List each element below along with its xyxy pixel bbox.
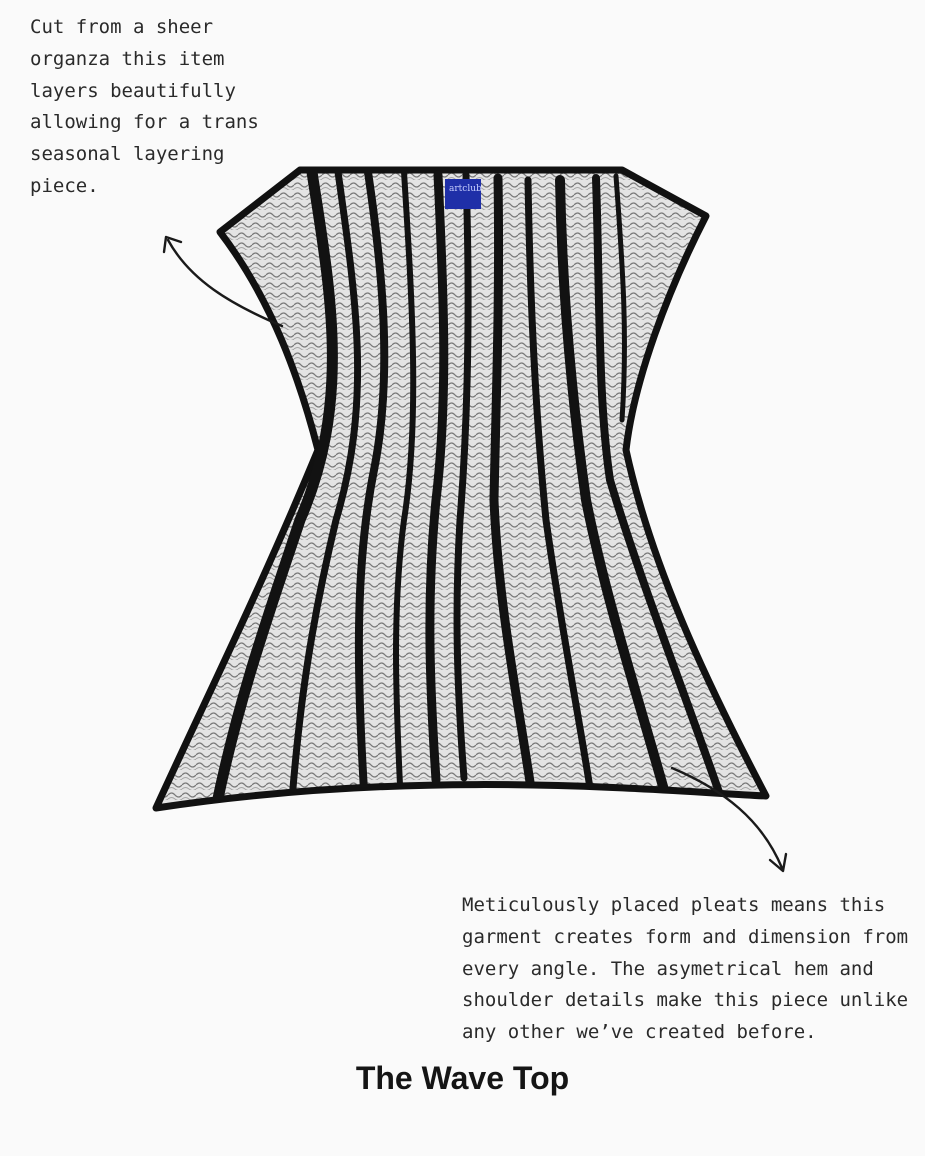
pleat-description-note: Meticulously placed pleats means this garment creates form and dimension from every angle. The asymetrical hem and shoulder details make this piece unlike any other we’ve created before. [462, 894, 909, 1044]
garment [156, 170, 766, 808]
fabric-description-note: Cut from a sheer organza this item layers beautifully allowing for a trans seasonal layering piece. [30, 16, 259, 197]
product-title: The Wave Top [355, 1060, 570, 1096]
brand-label-text: artclub [449, 184, 482, 194]
